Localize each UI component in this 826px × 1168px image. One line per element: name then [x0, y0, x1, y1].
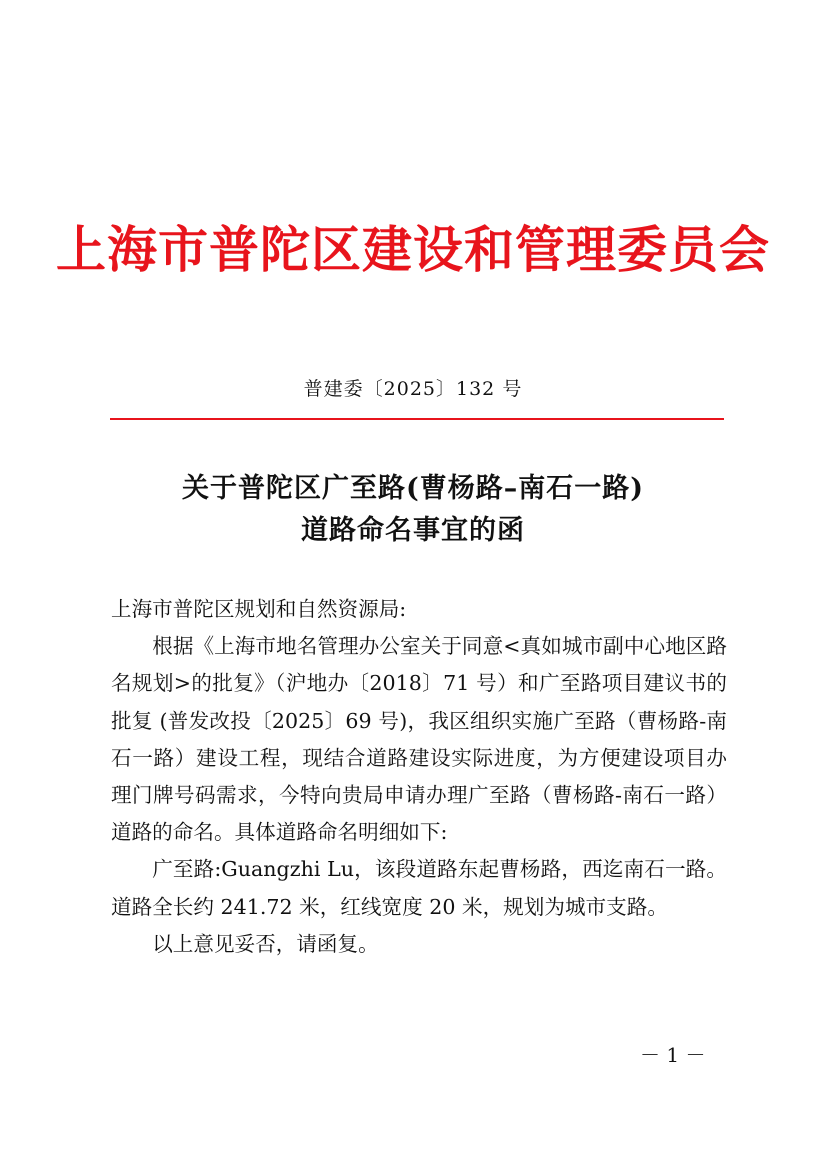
body-paragraph: 以上意见妥否，请函复。 — [152, 931, 379, 956]
salutation: 上海市普陀区规划和自然资源局: — [111, 597, 407, 621]
body-paragraph: 广至路:Guangzhi Lu，该段道路东起曹杨路，西迄南石一路。道路全长约 241.72 米，红线宽度 20 米，规划为城市支路。 — [111, 857, 727, 919]
document-title — [0, 468, 826, 552]
letter-body — [111, 591, 727, 963]
document-number: 普建委〔2025〕132 号 — [303, 378, 523, 400]
body-paragraph: 根据《上海市地名管理办公室关于同意<真如城市副中心地区路名规划>的批复》（沪地办〔2018〕71 号）和广至路项目建议书的批复 (普发改投〔2025〕69 号)，我区组织实施广至路（曹杨路-南石一路）建设工程，现结合道路建设实际进度，为方便建设项目办理门牌号码需求，今特向贵局申请办理广至路（曹杨路-南石一路）道路的命名。具体道路命名明细如下: — [111, 634, 727, 845]
title-line-1: 关于普陀区广至路(曹杨路–南石一路) — [181, 473, 645, 504]
title-line-2: 道路命名事宜的函 — [301, 515, 525, 546]
page-number: － 1 － — [640, 1043, 706, 1067]
red-divider-line — [110, 418, 724, 420]
masthead-title: 上海市普陀区建设和管理委员会 — [56, 220, 770, 279]
